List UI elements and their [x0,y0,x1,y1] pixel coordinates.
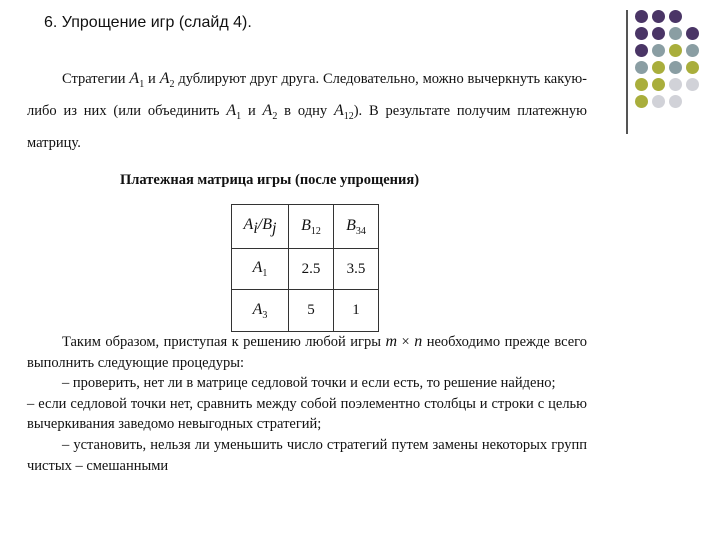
decor-dot [686,10,699,23]
decor-dot [686,27,699,40]
decor-dot [635,95,648,108]
row-label: $A_3$ [232,290,289,332]
table-cell: 2.5 [289,249,334,290]
decor-dot [686,44,699,57]
intro-paragraph: Стратегии $A_1$ и $A_2$ дублируют друг друга. Следовательно, можно вычеркнуть какую-либо из них (или объединить $A_1$ и $A_2$ в одну $A_{12}$). В результате получим платежную матрицу. [27,70,587,151]
table-row [232,290,379,332]
decor-dot [652,27,665,40]
decor-dot [669,27,682,40]
decor-dot [669,61,682,74]
decor-dot [635,27,648,40]
table-caption: Платежная матрица игры (после упрощения) [120,172,420,188]
decor-dot [635,10,648,23]
table-cell: 1 [334,290,379,332]
decorative-dot-grid [635,10,700,109]
decor-dot [652,10,665,23]
divider-line [626,10,628,134]
row-label: $A_1$ [232,249,289,290]
table-cell: 3.5 [334,249,379,290]
decor-dot [635,78,648,91]
header-cell-b34: $B_{34}$ [334,205,379,249]
decor-dot [652,95,665,108]
decor-dot [669,44,682,57]
decor-dot [652,61,665,74]
decor-dot [686,95,699,108]
decor-dot [669,10,682,23]
decor-dot [635,61,648,74]
corner-cell: $A_i/B_j$ [232,205,289,249]
paragraph: – проверить, нет ли в матрице седловой точки и если есть, то решение найдено; [62,375,556,392]
table-cell: 5 [289,290,334,332]
table-header-row [232,205,379,249]
table-row [232,249,379,290]
decor-dot [686,78,699,91]
decor-dot [652,78,665,91]
decor-dot [669,95,682,108]
paragraph: – если седловой точки нет, сравнить между собой поэлементно столбцы и строки с целью вычеркивания заведомо невыгодных стратегий; [27,395,587,433]
slide-title: 6. Упрощение игр (слайд 4). [44,14,252,31]
decor-dot [686,61,699,74]
header-cell-b12: $B_{12}$ [289,205,334,249]
paragraph: – установить, нельзя ли уменьшить число стратегий путем замены некоторых групп чистых – смешанными [27,436,587,474]
body-text [27,332,587,476]
decor-dot [669,78,682,91]
decor-dot [652,44,665,57]
payoff-matrix [231,204,379,332]
paragraph: Таким образом, приступая к решению любой игры m × n необходимо прежде всего выполнить следующие процедуры: [27,333,587,371]
decor-dot [635,44,648,57]
